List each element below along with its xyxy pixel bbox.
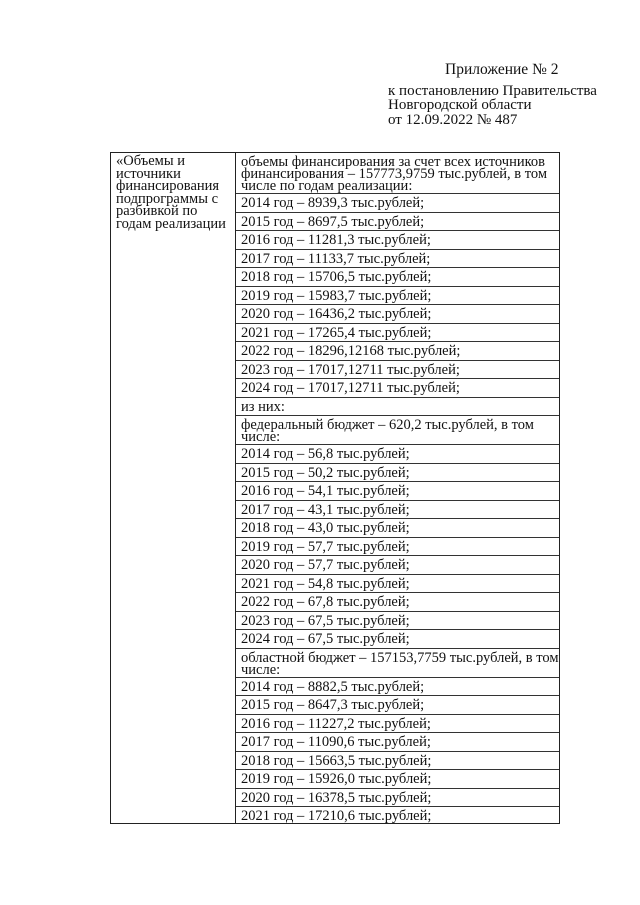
funding-table [110, 152, 560, 824]
table-row: 2020 год – 16378,5 тыс.рублей; [236, 789, 559, 808]
header-line-3: от 12.09.2022 № 487 [388, 111, 518, 128]
table-row: 2021 год – 17265,4 тыс.рублей; [236, 324, 559, 343]
document-header [388, 63, 633, 127]
table-row: 2016 год – 11227,2 тыс.рублей; [236, 715, 559, 734]
table-row: 2018 год – 15706,5 тыс.рублей; [236, 268, 559, 287]
table-row: 2014 год – 8939,3 тыс.рублей; [236, 194, 559, 213]
table-row: 2014 год – 56,8 тыс.рублей; [236, 445, 559, 464]
appendix-title: Приложение № 2 [445, 61, 559, 78]
table-row: 2024 год – 17017,12711 тыс.рублей; [236, 379, 559, 398]
table-row: объемы финансирования за счет всех источников финансирования – 157773,9759 тыс.рублей, в том числе по годам реализации: [236, 153, 559, 194]
table-row: 2016 год – 11281,3 тыс.рублей; [236, 231, 559, 250]
table-row: областной бюджет – 157153,7759 тыс.рублей, в том числе: [236, 649, 559, 678]
table-row: 2014 год – 8882,5 тыс.рублей; [236, 678, 559, 697]
table-row: 2020 год – 57,7 тыс.рублей; [236, 556, 559, 575]
table-row: 2023 год – 17017,12711 тыс.рублей; [236, 361, 559, 380]
table-left-cell: «Объемы и источники финансирования подпрограммы с разбивкой по годам реализации [111, 153, 236, 823]
table-row: 2019 год – 15983,7 тыс.рублей; [236, 287, 559, 306]
table-row: 2021 год – 54,8 тыс.рублей; [236, 575, 559, 594]
header-line-1: к постановлению Правительства [388, 82, 597, 99]
table-row: 2022 год – 67,8 тыс.рублей; [236, 593, 559, 612]
table-row: 2017 год – 43,1 тыс.рублей; [236, 501, 559, 520]
table-row: 2021 год – 17210,6 тыс.рублей; [241, 808, 432, 824]
table-row: 2018 год – 15663,5 тыс.рублей; [236, 752, 559, 771]
table-row: 2023 год – 67,5 тыс.рублей; [236, 612, 559, 631]
table-row: федеральный бюджет – 620,2 тыс.рублей, в том числе: [236, 416, 559, 445]
table-right-cell [236, 153, 559, 823]
table-row: 2015 год – 8647,3 тыс.рублей; [236, 696, 559, 715]
table-row: 2019 год – 15926,0 тыс.рублей; [236, 770, 559, 789]
table-row: 2018 год – 43,0 тыс.рублей; [236, 519, 559, 538]
header-line-2: Новгородской области [388, 97, 532, 113]
table-row: 2015 год – 50,2 тыс.рублей; [236, 464, 559, 483]
table-row: 2017 год – 11090,6 тыс.рублей; [236, 733, 559, 752]
table-row: 2017 год – 11133,7 тыс.рублей; [236, 250, 559, 269]
table-row: 2019 год – 57,7 тыс.рублей; [236, 538, 559, 557]
table-row: 2015 год – 8697,5 тыс.рублей; [236, 213, 559, 232]
table-row: 2024 год – 67,5 тыс.рублей; [236, 630, 559, 649]
table-row: из них: [236, 398, 559, 417]
table-row: 2022 год – 18296,12168 тыс.рублей; [236, 342, 559, 361]
table-row: 2016 год – 54,1 тыс.рублей; [236, 482, 559, 501]
table-row: 2020 год – 16436,2 тыс.рублей; [236, 305, 559, 324]
